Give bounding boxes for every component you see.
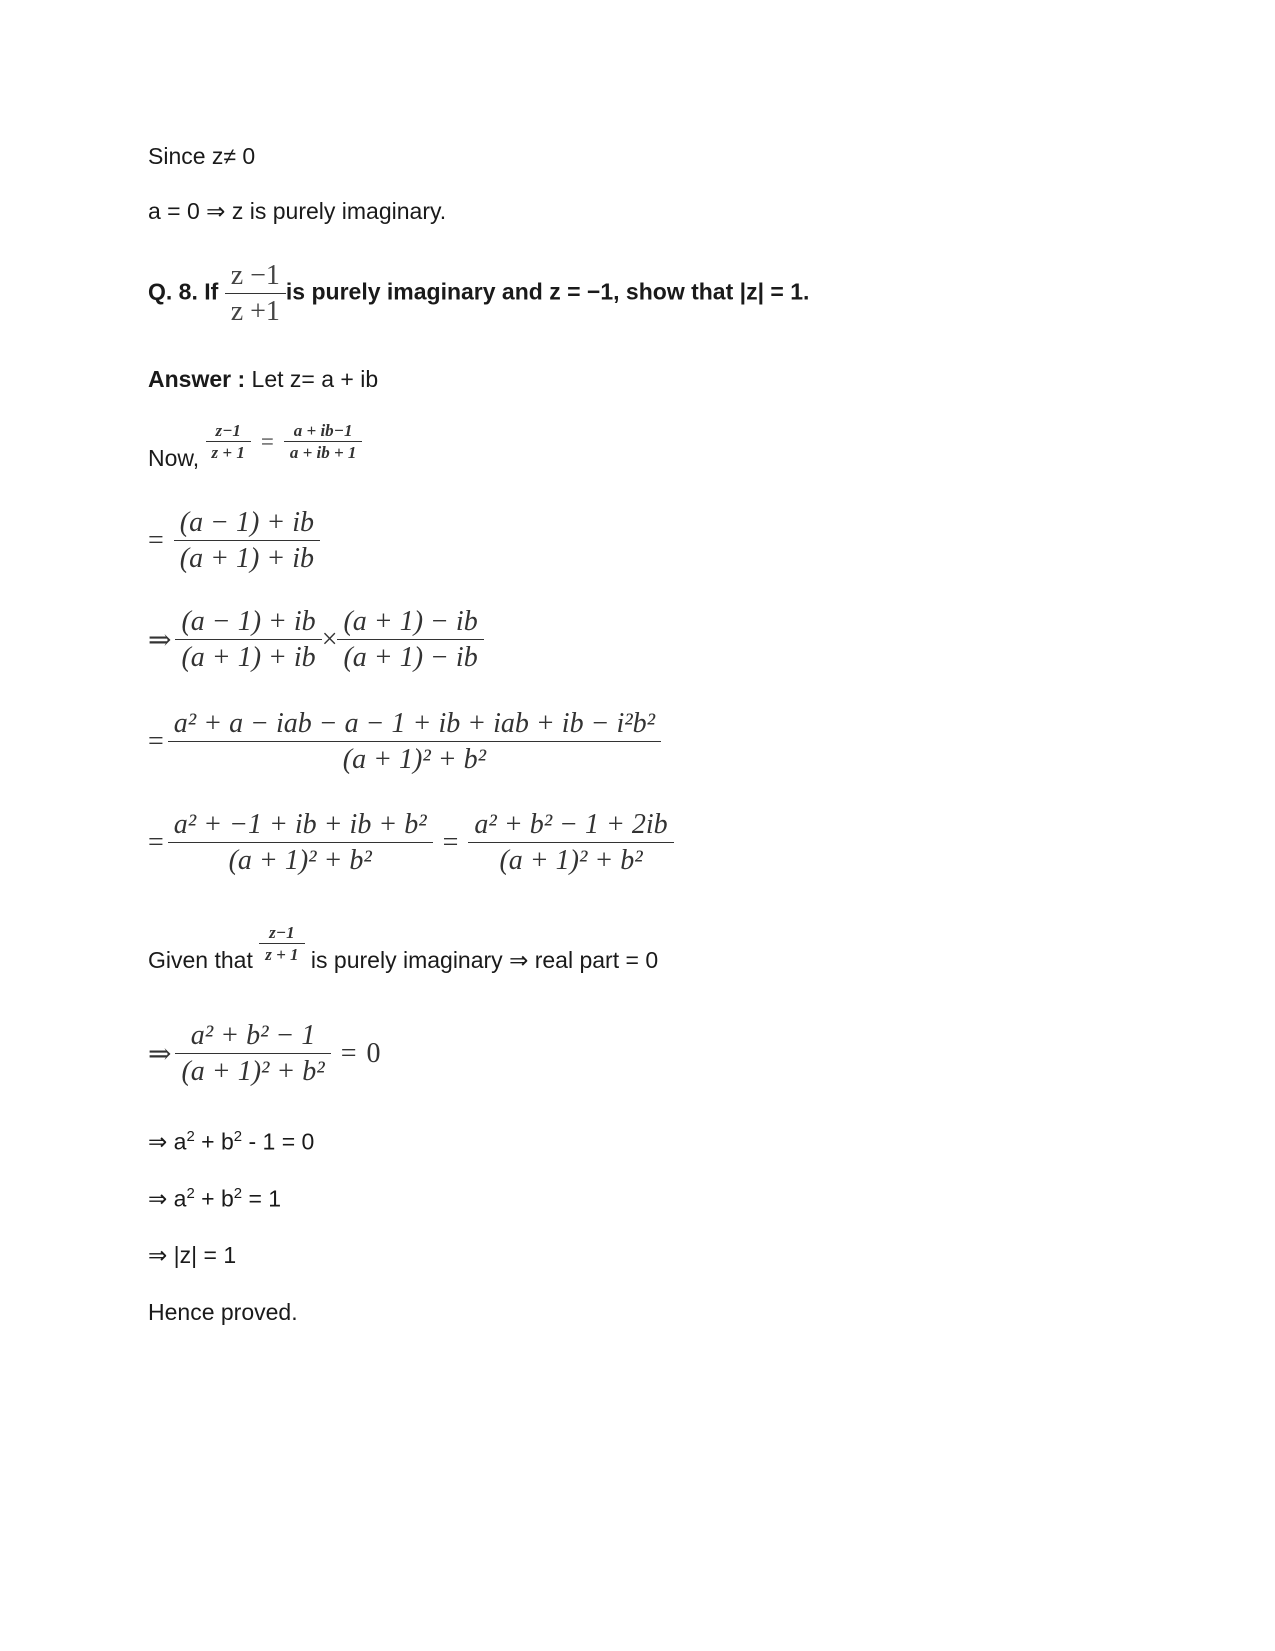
given-line	[148, 922, 658, 974]
given-prefix: Given that	[148, 946, 260, 973]
step1-fraction: $\frac{(a - 1) + ib}{(a + 1) + ib}$	[174, 505, 320, 576]
r2-exp-a: 2	[186, 1185, 195, 1202]
implies-sign: ⇒	[148, 1038, 172, 1070]
answer-line	[148, 366, 378, 393]
now-rhs-fraction: $\frac{a + ib-1}{a + ib + 1}$	[284, 420, 363, 464]
r1-suffix: - 1 = 0	[242, 1128, 315, 1155]
r1-prefix: ⇒ a	[148, 1128, 187, 1155]
answer-text: Let z= a + ib	[251, 366, 379, 392]
step3-fraction: $\frac{\text{a² + a − iab − a − 1 + ib + iab + ib − i²b²}}{\text{(a + 1)² + b²}}$	[168, 706, 661, 777]
r2-exp-b: 2	[233, 1185, 243, 1202]
purely-imaginary-line: a = 0 ⇒ z is purely imaginary.	[148, 198, 447, 224]
given-suffix: is purely imaginary ⇒ real part = 0	[304, 946, 659, 973]
r2-prefix: ⇒ a	[148, 1185, 187, 1212]
r1-mid: + b	[194, 1128, 234, 1155]
answer-label: Answer :	[148, 366, 252, 392]
step2-fraction-1: $\frac{(a - 1) + ib}{(a + 1) + ib}$	[175, 604, 321, 675]
equals-sign: =	[148, 524, 164, 556]
r2-suffix: = 1	[242, 1185, 282, 1212]
step-2	[148, 604, 484, 675]
given-fraction: $\frac{z-1}{z + 1}$	[259, 922, 304, 966]
now-line	[148, 420, 362, 472]
result-line-1	[148, 1128, 314, 1156]
question-suffix: is purely imaginary and z = −1, show that |z| = 1.	[285, 278, 810, 305]
equals-sign: =	[442, 826, 459, 858]
since-line: Since z≠ 0	[148, 143, 256, 169]
question-8	[148, 258, 809, 329]
equals-sign: =	[260, 428, 274, 454]
equals-sign: =	[148, 826, 164, 858]
step2-fraction-2: $\frac{(a + 1) - ib}{(a + 1) - ib}$	[337, 604, 483, 675]
equals-sign: =	[148, 725, 164, 757]
times-sign: ×	[321, 623, 338, 655]
now-lhs-fraction: $\frac{z-1}{z + 1}$	[206, 420, 251, 464]
step-4	[148, 807, 674, 878]
step5-fraction: $\frac{\text{a² + b² − 1}}{\text{(a + 1)² + b²}}$	[175, 1018, 330, 1089]
step5-rhs: 0	[366, 1037, 381, 1069]
step-1	[148, 505, 320, 576]
step4-fraction-a: $\frac{\text{a² + −1 + ib + ib + b²}}{\text{(a + 1)² + b²}}$	[168, 807, 433, 878]
implies-sign: ⇒	[148, 624, 172, 656]
r2-mid: + b	[194, 1185, 234, 1212]
r1-exp-b: 2	[233, 1128, 243, 1145]
hence-proved: Hence proved.	[148, 1299, 298, 1325]
question-prefix: Q. 8. If	[148, 278, 225, 305]
step-3	[148, 706, 661, 777]
step4-fraction-b: $\frac{\text{a² + b² − 1 + 2ib}}{\text{(a + 1)² + b²}}$	[468, 807, 673, 878]
equals-sign: =	[340, 1037, 357, 1069]
step-5	[148, 1018, 381, 1089]
result-line-3: ⇒ |z| = 1	[148, 1242, 237, 1268]
r1-exp-a: 2	[186, 1128, 195, 1145]
question-fraction: $\frac{z -1}{z +1}$	[225, 258, 286, 329]
now-label: Now,	[148, 444, 206, 471]
result-line-2	[148, 1185, 281, 1213]
